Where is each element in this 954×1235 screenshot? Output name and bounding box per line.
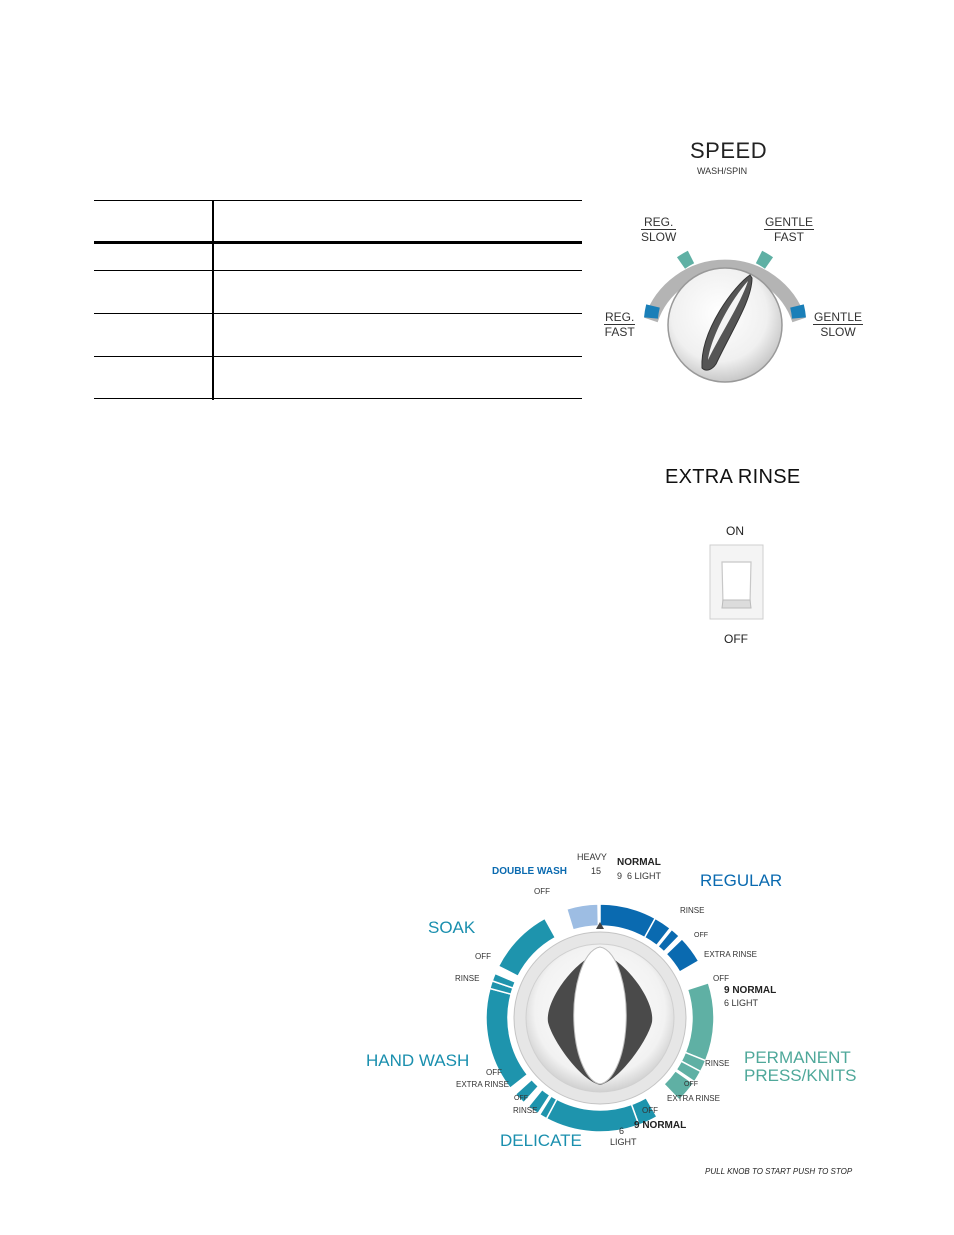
label-off-regular: OFF	[694, 932, 708, 939]
label-9-normal-pp: 9 NORMAL	[724, 985, 777, 996]
extra-rinse-switch[interactable]	[709, 544, 765, 622]
segment-double-wash	[567, 904, 599, 930]
label-off-delicate-end: OFF	[642, 1106, 658, 1115]
speed-setting-top: REG.	[641, 215, 676, 230]
label-off-hand-wash: OFF	[486, 1068, 502, 1077]
table-header-rule	[94, 241, 582, 244]
group-regular: REGULAR	[700, 871, 783, 890]
speed-marker-gentle-fast	[759, 257, 769, 263]
label-rinse-regular: RINSE	[680, 906, 705, 915]
table-column-divider	[212, 200, 214, 400]
table-top-rule	[94, 200, 582, 201]
group-double-wash: DOUBLE WASH	[492, 866, 567, 877]
speed-marker-gentle-slow	[797, 306, 799, 318]
label-15: 15	[591, 866, 602, 876]
label-off-pp: OFF	[684, 1081, 698, 1088]
speed-setting-bottom: SLOW	[641, 230, 677, 244]
label-off-regular-end: OFF	[713, 974, 729, 983]
cycle-knob-grip	[574, 947, 627, 1084]
group-press-knits: PRESS/KNITS	[744, 1066, 857, 1085]
label-heavy: HEAVY	[577, 852, 607, 862]
speed-setting-top: GENTLE	[814, 310, 863, 324]
speed-marker-reg-fast	[651, 306, 653, 318]
label-rinse-soak: RINSE	[455, 974, 480, 983]
label-rinse-pp: RINSE	[705, 1059, 730, 1068]
label-extra-rinse-hand-wash: EXTRA RINSE	[456, 1080, 509, 1089]
group-soak: SOAK	[428, 918, 476, 937]
label-normal: NORMAL	[617, 857, 661, 868]
table-row-rule	[94, 270, 582, 271]
group-hand-wash: HAND WASH	[366, 1051, 470, 1070]
speed-setting-top: REG.	[605, 310, 635, 324]
group-delicate: DELICATE	[500, 1131, 582, 1150]
extra-rinse-on-label: ON	[726, 524, 744, 538]
label-6-delicate: 6	[619, 1126, 625, 1136]
speed-setting-bottom: FAST	[774, 230, 805, 244]
speed-setting-top: GENTLE	[765, 215, 814, 229]
label-6-light-pp: 6 LIGHT	[724, 998, 759, 1008]
table-bottom-rule	[94, 398, 582, 399]
speed-marker-reg-slow	[681, 257, 691, 263]
label-light-delicate: LIGHT	[610, 1137, 637, 1147]
group-permanent-press: PERMANENT	[744, 1048, 851, 1067]
label-6-light: 6 LIGHT	[627, 871, 662, 881]
cycle-footer-instructions: PULL KNOB TO START PUSH TO STOP	[705, 1167, 853, 1176]
label-9-normal-delicate: 9 NORMAL	[634, 1120, 687, 1131]
speed-title: SPEED	[690, 138, 768, 163]
extra-rinse-title: EXTRA RINSE	[665, 466, 801, 488]
label-rinse-delicate: RINSE	[513, 1106, 538, 1115]
label-9: 9	[617, 871, 623, 881]
label-extra-rinse-pp: EXTRA RINSE	[667, 1094, 720, 1103]
segment-pp-wash	[685, 983, 714, 1061]
speed-setting-bottom: SLOW	[820, 325, 856, 339]
label-off-double-wash: OFF	[534, 887, 550, 896]
extra-rinse-off-label: OFF	[724, 632, 748, 646]
label-off-soak: OFF	[475, 952, 491, 961]
speed-setting-bottom: FAST	[604, 325, 635, 339]
table-row-rule	[94, 356, 582, 357]
label-off-delicate: OFF	[514, 1095, 528, 1102]
label-extra-rinse-regular: EXTRA RINSE	[704, 950, 757, 959]
table-row-rule	[94, 313, 582, 314]
speed-subtitle: WASH/SPIN	[697, 166, 748, 176]
speed-dial[interactable]	[600, 220, 860, 390]
